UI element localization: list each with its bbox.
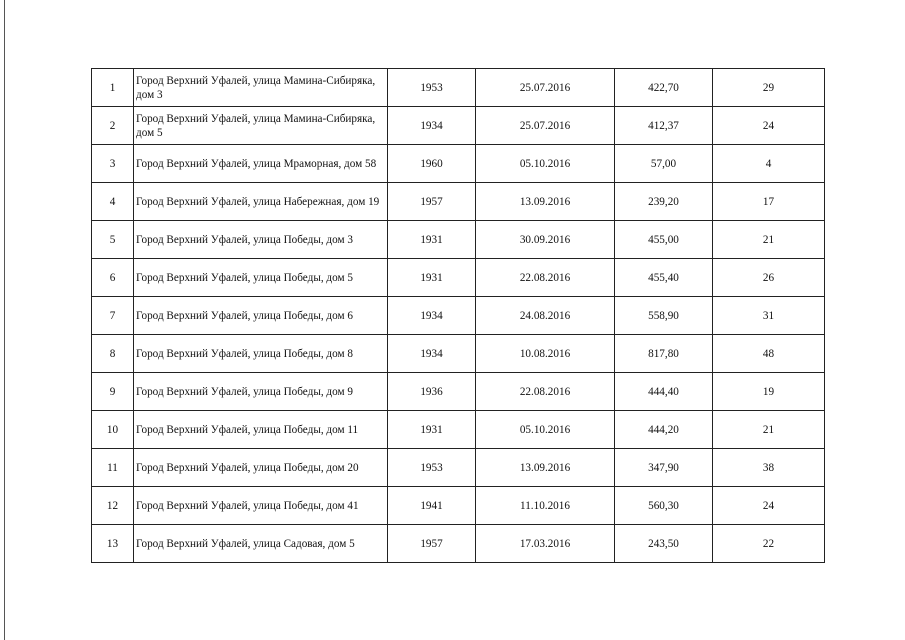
row-number: 10	[92, 411, 134, 449]
row-number: 2	[92, 107, 134, 145]
row-date: 05.10.2016	[476, 411, 615, 449]
row-date: 11.10.2016	[476, 487, 615, 525]
table-row	[92, 221, 825, 259]
row-address: Город Верхний Уфалей, улица Победы, дом 8	[134, 335, 388, 373]
row-count: 19	[713, 373, 825, 411]
row-number: 6	[92, 259, 134, 297]
table-row	[92, 145, 825, 183]
row-date: 30.09.2016	[476, 221, 615, 259]
row-count: 22	[713, 525, 825, 563]
row-address: Город Верхний Уфалей, улица Набережная, дом 19	[134, 183, 388, 221]
row-area: 558,90	[615, 297, 713, 335]
table-row	[92, 487, 825, 525]
row-count: 48	[713, 335, 825, 373]
row-count: 38	[713, 449, 825, 487]
row-area: 455,00	[615, 221, 713, 259]
row-number: 7	[92, 297, 134, 335]
row-area: 817,80	[615, 335, 713, 373]
row-year: 1931	[388, 259, 476, 297]
row-count: 4	[713, 145, 825, 183]
row-count: 24	[713, 107, 825, 145]
registry-table	[91, 68, 825, 563]
table-row	[92, 525, 825, 563]
row-area: 243,50	[615, 525, 713, 563]
row-year: 1934	[388, 335, 476, 373]
row-count: 26	[713, 259, 825, 297]
row-year: 1960	[388, 145, 476, 183]
row-count: 31	[713, 297, 825, 335]
table-row	[92, 297, 825, 335]
row-number: 9	[92, 373, 134, 411]
row-address: Город Верхний Уфалей, улица Победы, дом 41	[134, 487, 388, 525]
row-address: Город Верхний Уфалей, улица Мраморная, дом 58	[134, 145, 388, 183]
table-row	[92, 449, 825, 487]
table-row	[92, 335, 825, 373]
row-address: Город Верхний Уфалей, улица Мамина-Сибиряка, дом 3	[134, 69, 388, 107]
table-row	[92, 259, 825, 297]
row-year: 1931	[388, 411, 476, 449]
row-date: 17.03.2016	[476, 525, 615, 563]
row-date: 13.09.2016	[476, 449, 615, 487]
row-date: 25.07.2016	[476, 69, 615, 107]
row-date: 24.08.2016	[476, 297, 615, 335]
row-date: 13.09.2016	[476, 183, 615, 221]
row-year: 1957	[388, 525, 476, 563]
row-count: 21	[713, 221, 825, 259]
page-edge-line	[4, 0, 5, 640]
row-number: 3	[92, 145, 134, 183]
row-address: Город Верхний Уфалей, улица Победы, дом 9	[134, 373, 388, 411]
table-row	[92, 107, 825, 145]
row-date: 05.10.2016	[476, 145, 615, 183]
row-area: 347,90	[615, 449, 713, 487]
row-number: 1	[92, 69, 134, 107]
row-date: 22.08.2016	[476, 373, 615, 411]
row-area: 422,70	[615, 69, 713, 107]
row-date: 10.08.2016	[476, 335, 615, 373]
row-year: 1936	[388, 373, 476, 411]
row-area: 444,40	[615, 373, 713, 411]
row-count: 17	[713, 183, 825, 221]
row-address: Город Верхний Уфалей, улица Садовая, дом 5	[134, 525, 388, 563]
table-row	[92, 373, 825, 411]
table-row	[92, 411, 825, 449]
row-area: 444,20	[615, 411, 713, 449]
row-number: 5	[92, 221, 134, 259]
table-row	[92, 183, 825, 221]
row-address: Город Верхний Уфалей, улица Победы, дом 3	[134, 221, 388, 259]
row-area: 57,00	[615, 145, 713, 183]
row-number: 4	[92, 183, 134, 221]
row-year: 1934	[388, 297, 476, 335]
row-year: 1941	[388, 487, 476, 525]
row-year: 1931	[388, 221, 476, 259]
row-area: 239,20	[615, 183, 713, 221]
row-date: 22.08.2016	[476, 259, 615, 297]
row-address: Город Верхний Уфалей, улица Победы, дом 5	[134, 259, 388, 297]
row-count: 29	[713, 69, 825, 107]
row-number: 12	[92, 487, 134, 525]
row-area: 560,30	[615, 487, 713, 525]
row-year: 1957	[388, 183, 476, 221]
row-year: 1953	[388, 449, 476, 487]
row-address: Город Верхний Уфалей, улица Мамина-Сибиряка, дом 5	[134, 107, 388, 145]
row-year: 1934	[388, 107, 476, 145]
row-address: Город Верхний Уфалей, улица Победы, дом 6	[134, 297, 388, 335]
row-date: 25.07.2016	[476, 107, 615, 145]
row-count: 21	[713, 411, 825, 449]
row-address: Город Верхний Уфалей, улица Победы, дом 11	[134, 411, 388, 449]
row-number: 11	[92, 449, 134, 487]
row-address: Город Верхний Уфалей, улица Победы, дом 20	[134, 449, 388, 487]
row-number: 8	[92, 335, 134, 373]
table-row	[92, 69, 825, 107]
row-number: 13	[92, 525, 134, 563]
row-year: 1953	[388, 69, 476, 107]
row-area: 455,40	[615, 259, 713, 297]
row-area: 412,37	[615, 107, 713, 145]
row-count: 24	[713, 487, 825, 525]
